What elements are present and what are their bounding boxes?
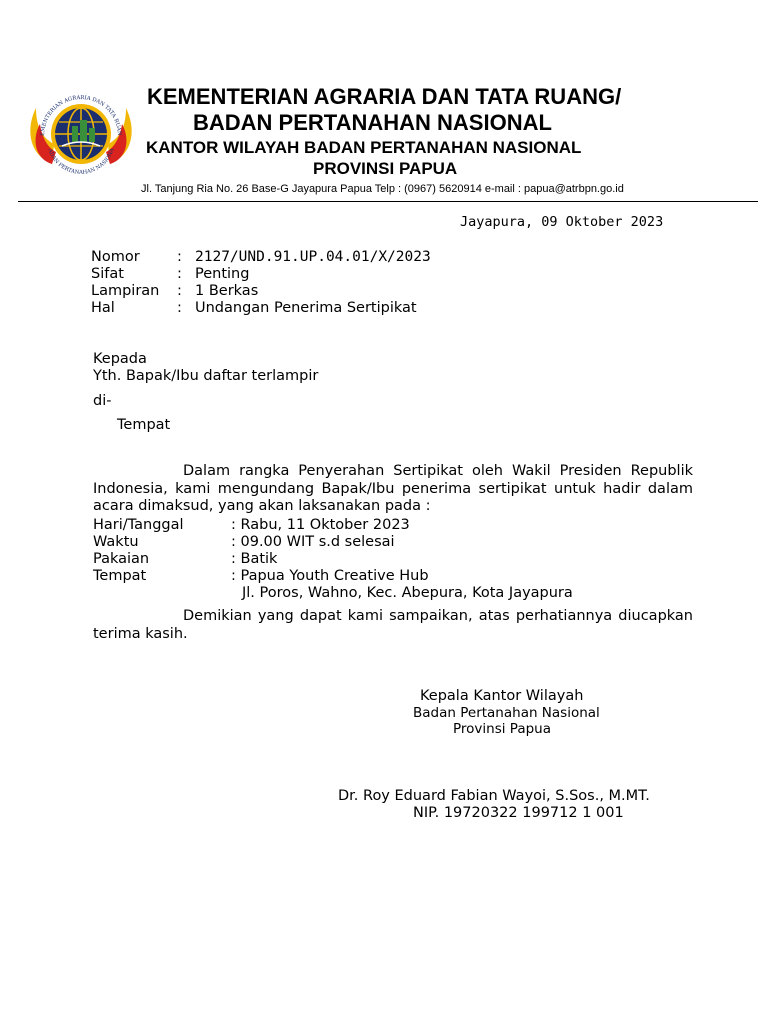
office-title-line1: KANTOR WILAYAH BADAN PERTANAHAN NASIONAL (146, 138, 582, 157)
detail-value-pakaian: : Batik (231, 551, 278, 567)
recipient-kepada: Kepada (93, 351, 147, 367)
bpn-logo (22, 86, 140, 190)
logo-text-bottom: ADAN PERTANAHAN NASIONA (46, 147, 116, 176)
meta-colon: : (177, 249, 182, 265)
recipient-di: di- (93, 393, 112, 409)
recipient-yth: Yth. Bapak/Ibu daftar terlampir (93, 368, 319, 384)
meta-colon: : (177, 266, 182, 282)
signature-title3: Provinsi Papua (453, 721, 551, 737)
detail-value-waktu: : 09.00 WIT s.d selesai (231, 534, 395, 550)
meta-label: Sifat (91, 266, 124, 282)
detail-value-tempat: : Papua Youth Creative Hub (231, 568, 429, 584)
office-title-line2: PROVINSI PAPUA (313, 159, 458, 178)
venue-address: Jl. Poros, Wahno, Kec. Abepura, Kota Jayapura (242, 585, 573, 601)
detail-label-pakaian: Pakaian (93, 551, 150, 567)
signatory-nip: NIP. 19720322 199712 1 001 (413, 805, 624, 821)
meta-label: Hal (91, 300, 115, 316)
closing-paragraph: Demikian yang dapat kami sampaikan, atas perhatiannya diucapkan terima kasih. (93, 608, 693, 642)
detail-label-hari: Hari/Tanggal (93, 517, 184, 533)
meta-value-lampiran: 1 Berkas (195, 283, 259, 299)
meta-value-nomor: 2127/UND.91.UP.04.01/X/2023 (195, 249, 431, 265)
ministry-title-line2: BADAN PERTANAHAN NASIONAL (193, 110, 552, 135)
letter-date: Jayapura, 09 Oktober 2023 (460, 214, 664, 230)
letterhead-divider (18, 201, 758, 202)
meta-colon: : (177, 300, 182, 316)
ministry-title-line1: KEMENTERIAN AGRARIA DAN TATA RUANG/ (147, 84, 622, 109)
logo-text-top: EMENTERIAN AGRARIA DAN TATA RUAN (39, 94, 123, 137)
meta-value-hal: Undangan Penerima Sertipikat (195, 300, 417, 316)
meta-label: Nomor (91, 249, 140, 265)
signature-title2: Badan Pertanahan Nasional (413, 705, 600, 721)
meta-colon: : (177, 283, 182, 299)
detail-value-hari: : Rabu, 11 Oktober 2023 (231, 517, 410, 533)
signatory-name: Dr. Roy Eduard Fabian Wayoi, S.Sos., M.MT. (338, 788, 650, 804)
meta-value-sifat: Penting (195, 266, 250, 282)
office-address: Jl. Tanjung Ria No. 26 Base-G Jayapura Papua Telp : (0967) 5620914 e-mail : papua@atrbpn.go.id (141, 183, 624, 195)
meta-label: Lampiran (91, 283, 160, 299)
detail-label-tempat: Tempat (93, 568, 147, 584)
body-paragraph: Dalam rangka Penyerahan Sertipikat oleh Wakil Presiden Republik Indonesia, kami mengundang Bapak/Ibu penerima sertipikat untuk hadir dalam acara dimaksud, yang akan laksanakan pada : (93, 463, 693, 514)
signature-title1: Kepala Kantor Wilayah (420, 688, 584, 704)
recipient-tempat: Tempat (117, 417, 171, 433)
detail-label-waktu: Waktu (93, 534, 139, 550)
